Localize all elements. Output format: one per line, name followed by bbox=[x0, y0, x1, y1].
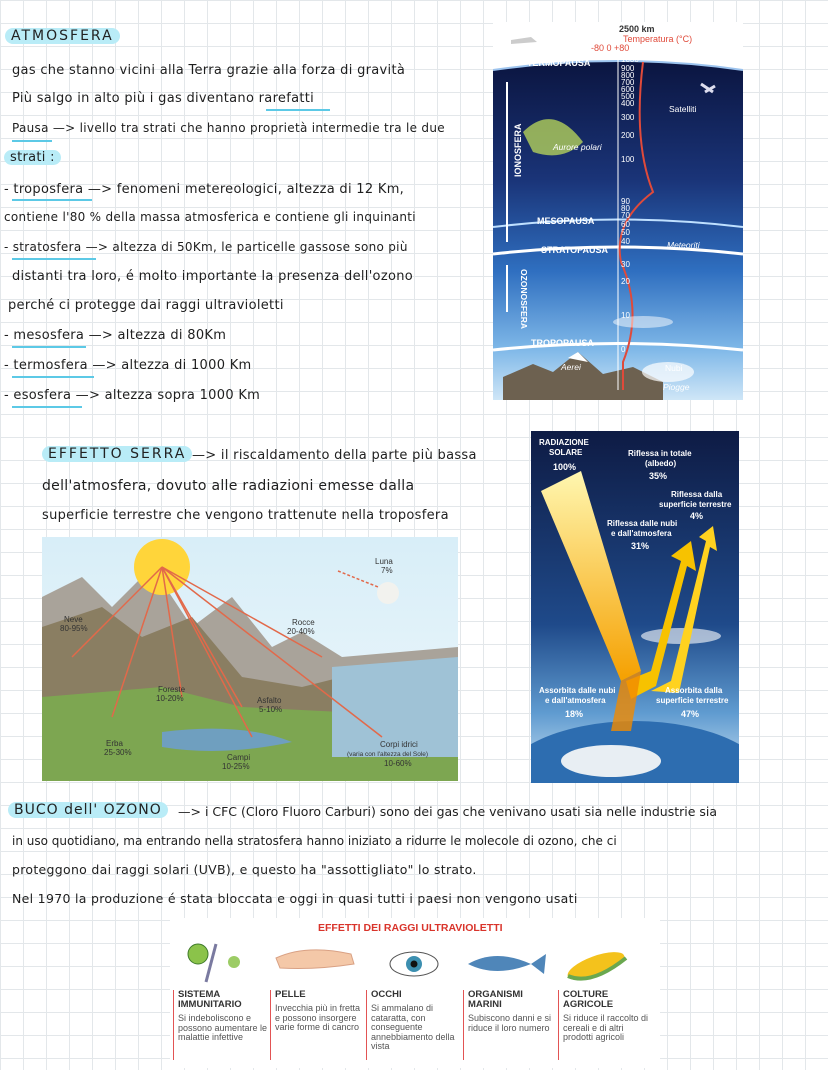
altitude-tick-label: 700 bbox=[621, 78, 635, 87]
altitude-tick-label: 200 bbox=[621, 131, 635, 140]
note-line: Più salgo in alto più i gas diventano rarefatti bbox=[12, 91, 315, 106]
tropopausa-label: TROPOPAUSA bbox=[531, 338, 594, 348]
temperature-scale: -80 0 +80 bbox=[591, 43, 630, 53]
ozonosfera-label: OZONOSFERA bbox=[519, 269, 529, 329]
sup-value: 4% bbox=[690, 511, 704, 521]
uv-card-immune: SISTEMA IMMUNITARIO Si indeboliscono e possono aumentare le malattie infettive bbox=[178, 990, 268, 1043]
neve-label: Neve bbox=[64, 615, 83, 624]
altitude-tick-label: 900 bbox=[621, 64, 635, 73]
altitude-tick-label: 800 bbox=[621, 71, 635, 80]
serra-line: —> il riscaldamento della parte più bassa bbox=[192, 448, 477, 463]
eye-icon bbox=[390, 952, 438, 976]
stratopausa-label: STRATOPAUSA bbox=[541, 245, 609, 255]
erba-label: Erba bbox=[106, 739, 123, 748]
radiation-balance-diagram bbox=[531, 431, 739, 783]
note-line: - esosfera —> altezza sopra 1000 Km bbox=[4, 388, 261, 403]
ozono-line: Nel 1970 la produzione é stata bloccata e oggi in quasi tutti i paesi non vengono usati bbox=[12, 891, 578, 906]
uv-effects-title: EFFETTI DEI RAGGI ULTRAVIOLETTI bbox=[318, 922, 503, 934]
uv-card-marine: ORGANISMI MARINI Subiscono danni e si riduce il loro numero bbox=[468, 990, 556, 1033]
nub-label-2: e dall'atmosfera bbox=[611, 529, 672, 538]
altitude-tick-label: 600 bbox=[621, 85, 635, 94]
note-line: - termosfera —> altezza di 1000 Km bbox=[4, 358, 252, 373]
note-line: - troposfera —> fenomeni metereologici, altezza di 12 Km, bbox=[4, 182, 405, 197]
abn-value: 18% bbox=[565, 709, 584, 719]
altitude-tick-label: 90 bbox=[621, 197, 630, 206]
tot-value: 35% bbox=[649, 471, 668, 481]
altitude-tick-label: 20 bbox=[621, 277, 630, 286]
ozono-title: BUCO dell' OZONO bbox=[8, 802, 168, 818]
foreste-label: Foreste bbox=[158, 685, 186, 694]
altitude-tick-label: 40 bbox=[621, 237, 630, 246]
aurore-label: Aurore polari bbox=[553, 142, 602, 152]
top-km-label: 2500 km bbox=[619, 24, 655, 34]
note-line: - stratosfera —> altezza di 50Km, le particelle gassose sono più bbox=[4, 240, 408, 254]
altitude-tick-label: 30 bbox=[621, 260, 630, 269]
note-line: Pausa —> livello tra strati che hanno proprietà intermedie tra le due bbox=[12, 121, 445, 135]
asfalto-value: 5-10% bbox=[259, 705, 283, 714]
ozono-line: —> i CFC (Cloro Fluoro Carburi) sono dei gas che venivano usati sia nelle industrie sia bbox=[178, 804, 718, 819]
serra-title: EFFETTO SERRA bbox=[42, 446, 192, 462]
asfalto-label: Asfalto bbox=[257, 696, 282, 705]
rad-label-2: SOLARE bbox=[549, 448, 583, 457]
hand-icon bbox=[276, 950, 354, 969]
rad-label-1: RADIAZIONE bbox=[539, 438, 589, 447]
uv-card-skin: PELLE Invecchia più in fretta e possono insorgere varie forme di cancro bbox=[275, 990, 363, 1033]
luna-value: 7% bbox=[381, 566, 393, 575]
albedo-illustration bbox=[42, 537, 458, 781]
mesopausa-label: MESOPAUSA bbox=[537, 216, 595, 226]
shuttle-label: Space Shuttle bbox=[531, 47, 584, 57]
altitude-tick-label: 60 bbox=[621, 220, 630, 229]
luna-label: Luna bbox=[375, 557, 393, 566]
uv-card-crops: COLTURE AGRICOLE Si riduce il raccolto di cereali e di altri prodotti agricoli bbox=[563, 990, 653, 1043]
ozono-line: in uso quotidiano, ma entrando nella stratosfera hanno iniziato a ridurre le molecole di ozono, che ci bbox=[12, 834, 617, 848]
uv-card-eyes: OCCHI Si ammalano di cataratta, con conseguente annebbiamento della vista bbox=[371, 990, 459, 1052]
satelliti-label: Satelliti bbox=[669, 104, 697, 114]
note-line: - mesosfera —> altezza di 80Km bbox=[4, 328, 227, 343]
temperature-title: Temperatura (°C) bbox=[623, 34, 693, 44]
note-line: distanti tra loro, é molto importante la presenza dell'ozono bbox=[12, 269, 413, 284]
corpi-label: Corpi idrici bbox=[380, 740, 418, 749]
altitude-tick-label: 400 bbox=[621, 99, 635, 108]
sup-label-1: Riflessa dalla bbox=[671, 490, 723, 499]
note-line: strati : bbox=[4, 150, 61, 165]
tot-label-2: (albedo) bbox=[645, 459, 677, 468]
altitude-tick-label: 50 bbox=[621, 228, 630, 237]
piogge-label: Piogge bbox=[663, 382, 690, 392]
altitude-tick-label: 70 bbox=[621, 211, 630, 220]
campi-label: Campi bbox=[227, 753, 251, 762]
tot-label-1: Riflessa in totale bbox=[628, 449, 692, 458]
rocce-label: Rocce bbox=[292, 618, 315, 627]
altitude-tick-label: 100 bbox=[621, 155, 635, 164]
atmosphere-layers-diagram bbox=[493, 22, 743, 400]
aerei-label: Aerei bbox=[561, 362, 581, 372]
foreste-value: 10-20% bbox=[156, 694, 184, 703]
note-line: contiene l'80 % della massa atmosferica e contiene gli inquinanti bbox=[4, 210, 416, 224]
ozono-line: proteggono dai raggi solari (UVB), e questo ha "assottigliato" lo strato. bbox=[12, 862, 477, 877]
atmosfera-title: ATMOSFERA bbox=[5, 28, 120, 44]
fish-icon bbox=[468, 954, 546, 974]
corpi-value: 10-60% bbox=[384, 759, 412, 768]
nubi-label: Nubi bbox=[665, 363, 683, 373]
neve-value: 80-95% bbox=[60, 624, 88, 633]
altitude-tick-label: 500 bbox=[621, 92, 635, 101]
nub-label-1: Riflessa dalle nubi bbox=[607, 519, 678, 528]
rocce-value: 20-40% bbox=[287, 627, 315, 636]
note-line: gas che stanno vicini alla Terra grazie alla forza di gravità bbox=[12, 63, 406, 78]
abs-label-2: superficie terrestre bbox=[656, 696, 729, 705]
serra-line: dell'atmosfera, dovuto alle radiazioni emesse dalla bbox=[42, 478, 415, 494]
sup-label-2: superficie terrestre bbox=[659, 500, 732, 509]
altitude-tick-label: 80 bbox=[621, 204, 630, 213]
abs-label-1: Assorbita dalla bbox=[665, 686, 723, 695]
meteoriti-label: Meteoriti bbox=[667, 240, 700, 250]
abn-label-2: e dall'atmosfera bbox=[545, 696, 606, 705]
erba-value: 25-30% bbox=[104, 748, 132, 757]
ionosfera-label: IONOSFERA bbox=[513, 123, 523, 177]
note-line: perché ci protegge dai raggi ultravioletti bbox=[8, 298, 284, 313]
altitude-tick-label: 300 bbox=[621, 113, 635, 122]
abn-label-1: Assorbita dalle nubi bbox=[539, 686, 616, 695]
serra-line: superficie terrestre che vengono trattenute nella troposfera bbox=[42, 508, 449, 523]
rad-value: 100% bbox=[553, 462, 577, 472]
nub-value: 31% bbox=[631, 541, 650, 551]
corn-icon bbox=[564, 946, 627, 985]
corpi-sub: (varia con l'altezza del Sole) bbox=[347, 751, 429, 758]
termopausa-label: TERMOPAUSA bbox=[527, 58, 591, 68]
abs-value: 47% bbox=[681, 709, 700, 719]
virus-icon bbox=[188, 944, 240, 982]
altitude-tick-label: 0 bbox=[621, 345, 626, 354]
altitude-tick-label: 10 bbox=[621, 311, 630, 320]
campi-value: 10-25% bbox=[222, 762, 250, 771]
altitude-tick-label: 1000 bbox=[621, 55, 639, 64]
